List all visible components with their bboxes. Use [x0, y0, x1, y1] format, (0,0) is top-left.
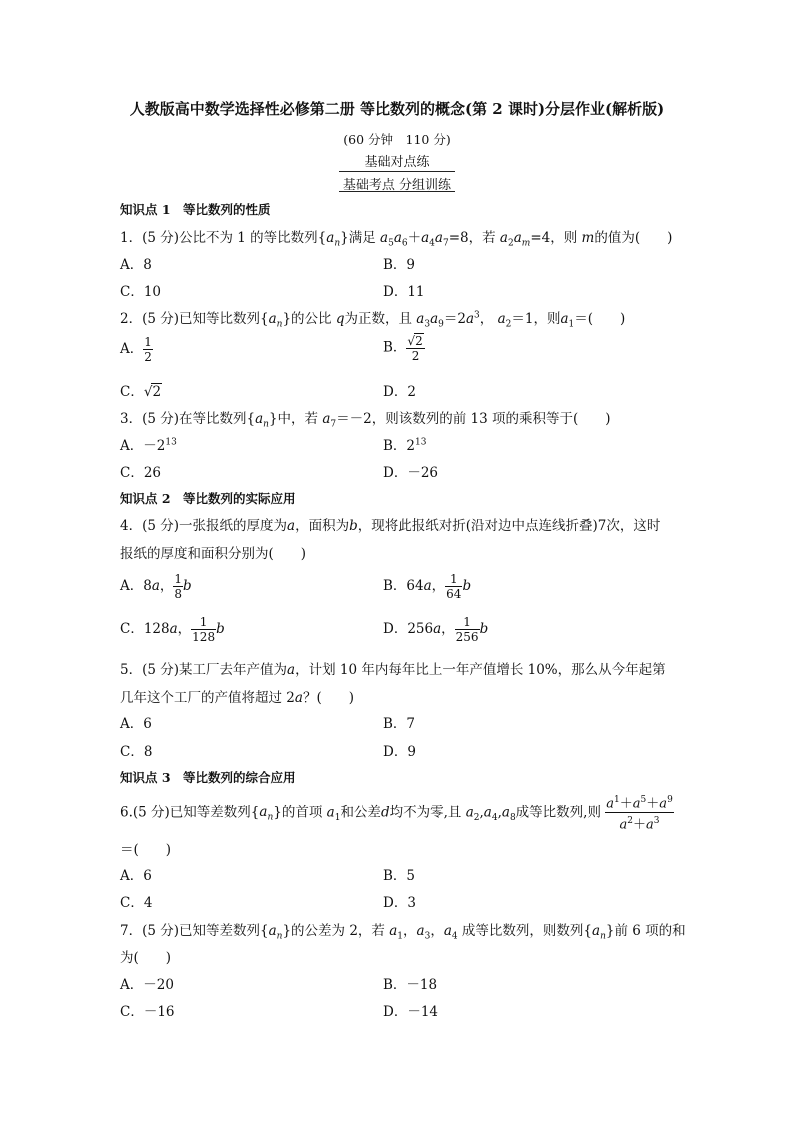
section-heading: 知识点 3 等比数列的综合应用 — [120, 770, 296, 785]
question-7: 7．(5 分)已知等差数列$\{a_n\}$的公差为 2，若 $a_1$，$a_3$，$a_4$ 成等比数列，则数列$\{a_n\}$前 6 项的和 — [120, 923, 686, 942]
question-4-line-2: 报纸的厚度和面积分别为( ) — [120, 546, 307, 562]
option-b: B．7 — [383, 716, 416, 732]
option-b: B．－18 — [383, 977, 438, 993]
question-2: 2．(5 分)已知等比数列$\{a_n\}$的公比 q为正数，且 $a_3a_9=2a^3$， $a_2=1$，则$a_1=$( ) — [120, 310, 626, 330]
banner-basic: 基础对点练 — [364, 155, 430, 170]
option-c: C．26 — [120, 465, 162, 481]
option-a: A．8 — [120, 257, 152, 273]
option-b: B．$2^{13}$ — [383, 437, 427, 454]
option-c: C．10 — [120, 284, 162, 300]
banner-group: 基础考点 分组训练 — [342, 178, 452, 193]
question-1: 1．(5 分)公比不为 1 的等比数列$\{a_n\}$满足 $a_5a_6+a_4a_7=8$，若 $a_2a_m=4$，则 m的值为( ) — [120, 230, 673, 249]
option-d: D．－26 — [383, 465, 439, 481]
option-c: C．8 — [120, 744, 153, 760]
option-c: C．－16 — [120, 1004, 175, 1020]
option-a: A．$-2^{13}$ — [120, 437, 177, 454]
option-a: A．6 — [120, 868, 152, 884]
option-c: C．4 — [120, 895, 153, 911]
option-a: A． $\frac{1}{2}$ — [120, 335, 152, 364]
option-b: B．64a， $\frac{1}{64}$ b — [383, 572, 472, 601]
banner-divider — [339, 171, 455, 172]
banner-divider — [339, 191, 455, 192]
option-c: C．128a， $\frac{1}{128}$ b — [120, 615, 225, 644]
option-d: D．－14 — [383, 1004, 439, 1020]
option-d: D．256a， $\frac{1}{256}$ b — [383, 615, 489, 644]
page-title: 人教版高中数学选择性必修第二册 等比数列的概念(第 2 课时)分层作业(解析版) — [129, 100, 665, 118]
section-heading: 知识点 2 等比数列的实际应用 — [120, 491, 296, 506]
question-6: 6.(5 分)已知等差数列$\{a_n\}$的首项 $a_1$和公差d均不为零,且 $a_2,a_4,a_8$成等比数列,则 $\frac{a^1+a^5+a^9}{a^2+a^3}$ — [120, 792, 674, 834]
option-d: D．9 — [383, 744, 416, 760]
option-c: C．√2 — [120, 384, 162, 400]
question-7-line-2: 为( ) — [120, 950, 172, 966]
option-a: A．8a， $\frac{1}{8}$ b — [120, 572, 192, 601]
question-5-line-2: 几年这个工厂的产值将超过 2a？( ) — [120, 690, 354, 706]
option-b: B．5 — [383, 868, 416, 884]
option-b: B． $\frac{√2}{2}$ — [383, 334, 423, 363]
option-b: B．9 — [383, 257, 416, 273]
option-d: D．11 — [383, 284, 425, 300]
option-a: A．－20 — [120, 977, 174, 993]
time-score: (60 分钟 110 分) — [343, 132, 451, 147]
question-3: 3．(5 分)在等比数列$\{a_n\}$中，若 $a_7=-2$，则该数列的前 13 项的乘积等于( ) — [120, 411, 611, 430]
section-heading: 知识点 1 等比数列的性质 — [120, 202, 271, 217]
question-5: 5．(5 分)某工厂去年产值为a，计划 10 年内每年比上一年产值增长 10%，那么从今年起第 — [120, 662, 666, 678]
question-4: 4．(5 分)一张报纸的厚度为a，面积为b，现将此报纸对折(沿对边中点连线折叠)7次，这时 — [120, 518, 661, 534]
question-6-line-2: ＝( ) — [120, 842, 172, 858]
option-d: D．3 — [383, 895, 416, 911]
option-d: D．2 — [383, 384, 416, 400]
option-a: A．6 — [120, 716, 152, 732]
